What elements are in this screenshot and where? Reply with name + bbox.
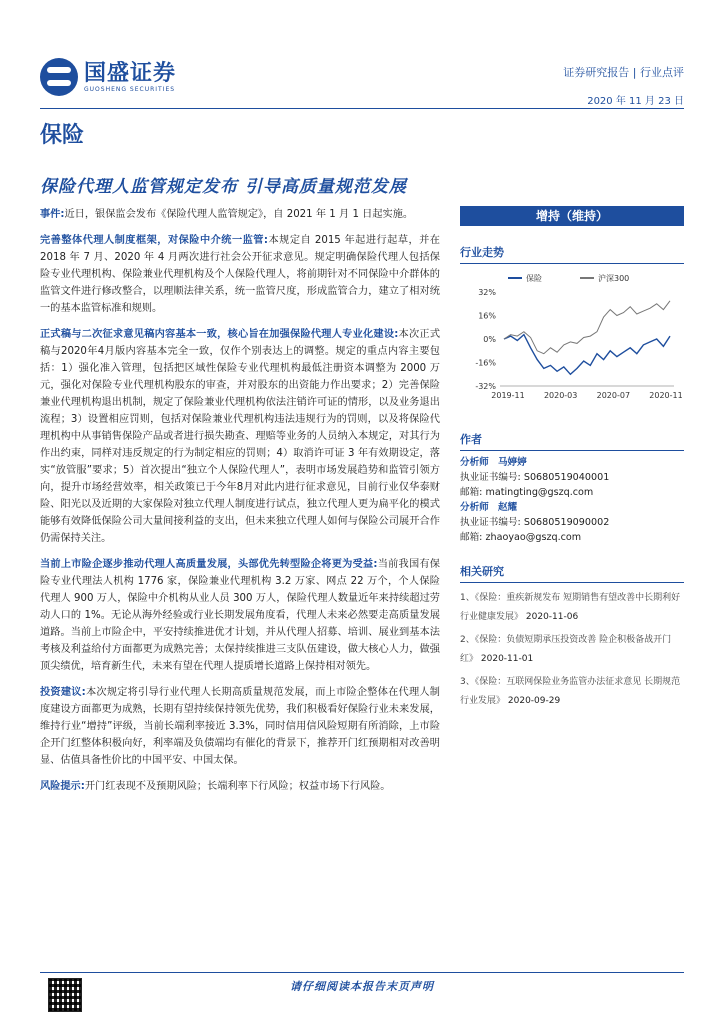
- sidebar: [460, 206, 684, 711]
- y-tick-label: -32%: [475, 382, 496, 391]
- paragraph-event: [40, 206, 440, 223]
- author-name: 马婷婷: [497, 457, 527, 468]
- legend-label-csi300: 沪深300: [598, 274, 630, 283]
- rating-badge: 增持（维持）: [460, 206, 684, 226]
- author-role: 分析师: [460, 457, 489, 468]
- related-item[interactable]: [460, 673, 684, 711]
- y-tick-label: 32%: [478, 288, 496, 297]
- cert-number: S0680519040001: [523, 472, 610, 483]
- x-tick-label: 2020-03: [543, 391, 578, 400]
- paragraph-lead: 完善整体代理人制度框架，对保险中介统一监管:: [40, 235, 269, 246]
- author-name: 赵耀: [497, 502, 518, 513]
- related-item[interactable]: [460, 631, 684, 669]
- paragraph-lead: 正式稿与二次征求意见稿内容基本一致，核心旨在加强保险代理人专业化建设:: [40, 329, 399, 340]
- author-role: 分析师: [460, 502, 489, 513]
- paragraph-text: 本次规定将引导行业代理人长期高质量规范发展，而上市险企整体在代理人制度建设方面都更为成熟，长期有望持续保持领先优势，我们积极看好保险行业未来发展，维持行业“增持”评级，当前长端利率接近 3.3%，同时信用信风险短期有所消除，上市险企开门红整体积极向好，利率端及负债端均有催化的背景下，推荐开门红预期相对改善明显、估值具备性价比的中国平安、中国太保。: [40, 687, 440, 766]
- paragraph-text: 本规定自 2015 年起进行起草，并在 2018 年 7 月、2020 年 4 月两次进行社会公开征求意见。规定明确保险代理人包括保险专业代理机构、保险兼业代理机构及个人保险代理人，将前期针对不同保险中介群体的监管文件进行修改整合，以理顺法律关系，统一监管尺度，形成监管合力，建立了相对统一的基本监管标准和规则。: [40, 235, 440, 314]
- email-label: 邮箱:: [460, 487, 483, 498]
- paragraph-text: 本次正式稿与2020年4月版内容基本完全一致，仅作个别表达上的调整。规定的重点内容主要包括：1）强化准入管理，包括把区域性保险专业代理机构最低注册资本调整为 2000 万元，强化对保险专业代理机构股东的审查，并对股东的出资能力作出要求；2）完善保险兼业代理机构退出机制，规定了保险兼业代理机构依法注销许可证的情形，以及业务退出流程；3）设置相应罚则，包括对保险兼业代理机构违法违规行为的罚则，以及将保险代理机构中从事销售保险产品或者进行损失勘查、理赔等业务的人员纳入本规定，对其行为作出约束，同样对违反规定的行为制定相应的罚则；4）取消许可证 3 年有效期设定，落实“放管服”要求；5）首次提出“独立个人保险代理人”，表明市场发展趋势和监管引领方向，提升市场经营效率，相关政策已于今年8月对此内进行征求意见，目前行业仅华泰财险、阳光以及近期的大家保险对独立代理人制度进行试点，独立代理人更为扁平化的模式能够有效降低保险公司大量间接利益的支出，但未来独立代理人如何与保险公司展开合作仍需保持关注。: [40, 329, 441, 544]
- series-line-0: [504, 335, 670, 375]
- paragraph-text: 近日，银保监会发布《保险代理人监管规定》，自 2021 年 1 月 1 日起实施。: [64, 209, 414, 220]
- sector-title: 保险: [40, 123, 85, 148]
- header-divider: [40, 108, 684, 109]
- email-label: 邮箱:: [460, 532, 483, 543]
- paragraph-lead: 事件:: [40, 209, 65, 220]
- paragraph-risk: [40, 778, 440, 795]
- footer-disclaimer: 请仔细阅读本报告末页声明: [290, 980, 434, 993]
- footer-divider: [40, 972, 684, 973]
- paragraph-text: 开门红表现不及预期风险；长端利率下行风险；权益市场下行风险。: [84, 781, 391, 792]
- authors-heading: 作者: [460, 431, 684, 451]
- related-heading: 相关研究: [460, 563, 684, 583]
- y-tick-label: 16%: [478, 311, 496, 321]
- main-content: [40, 206, 440, 804]
- related-date: 2020-09-29: [507, 696, 561, 706]
- x-tick-label: 2020-11: [649, 391, 683, 400]
- paragraph-text: 当前我国有保险专业代理法人机构 1776 家，保险兼业代理机构 3.2 万家、网点 22 万个，个人保险代理人 900 万人，保险中介机构从业人员 300 万人，保险代理人数量近年来持续超过劳动人口的 1%。无论从海外经验或行业长期发展角度看，代理人未来必然要走高质量发展道路。当前上市险企中，平安持续推进优才计划，并从代理人招募、培训、展业到基本法考核及利益给付方面都更为成熟完善；太保持续推进三支队伍建设，做大核心人力，做强顶尖绩优，培育新生代，未来有望在代理人提质增长道路上保持相对领先。: [40, 559, 440, 672]
- paragraph-lead: 风险提示:: [40, 781, 85, 792]
- related-title[interactable]: 1、《保险：重疾新规发布 短期销售有望改善中长期利好行业健康发展》: [460, 593, 681, 622]
- trend-chart: [460, 270, 684, 410]
- y-tick-label: 0%: [483, 335, 496, 344]
- related-item[interactable]: [460, 589, 684, 627]
- related-title[interactable]: 2、《保险：负债短期承压投资改善 险企积极备战开门红》: [460, 635, 672, 664]
- report-date: 2020 年 11 月 23 日: [587, 96, 684, 107]
- paragraph-framework: [40, 232, 440, 317]
- logo-icon: [40, 58, 78, 96]
- related-date: 2020-11-01: [480, 654, 534, 664]
- paragraph-market: [40, 556, 440, 675]
- cert-label: 执业证书编号:: [460, 472, 521, 483]
- x-tick-label: 2020-07: [596, 391, 631, 400]
- paragraph-lead: 投资建议:: [40, 687, 86, 698]
- cert-number: S0680519090002: [523, 517, 610, 528]
- author-email[interactable]: zhaoyao@gszq.com: [485, 532, 582, 543]
- report-type: 证券研究报告 | 行业点评: [563, 66, 684, 79]
- paragraph-investment: [40, 684, 440, 769]
- logo-english: GUOSHENG SECURITIES: [84, 85, 176, 93]
- logo-name: 国盛证券: [84, 60, 177, 86]
- paragraph-drafts: [40, 326, 440, 547]
- cert-label: 执业证书编号:: [460, 517, 521, 528]
- related-list: [460, 589, 684, 711]
- paragraph-lead: 当前上市险企逐步推动代理人高质量发展，头部优先转型险企将更为受益:: [40, 559, 378, 570]
- related-date: 2020-11-06: [525, 612, 579, 622]
- author-block: [460, 455, 684, 545]
- author-email[interactable]: matingting@gszq.com: [485, 487, 594, 498]
- x-tick-label: 2019-11: [491, 391, 525, 400]
- trend-heading: 行业走势: [460, 244, 684, 264]
- y-tick-label: -16%: [475, 358, 496, 368]
- related-title[interactable]: 3、《保险：互联网保险业务监管办法征求意见 长期规范行业发展》: [460, 677, 681, 706]
- page-title: 保险代理人监管规定发布 引导高质量规范发展: [40, 177, 407, 197]
- legend-label-insurance: 保险: [526, 274, 542, 283]
- logo: [40, 58, 176, 96]
